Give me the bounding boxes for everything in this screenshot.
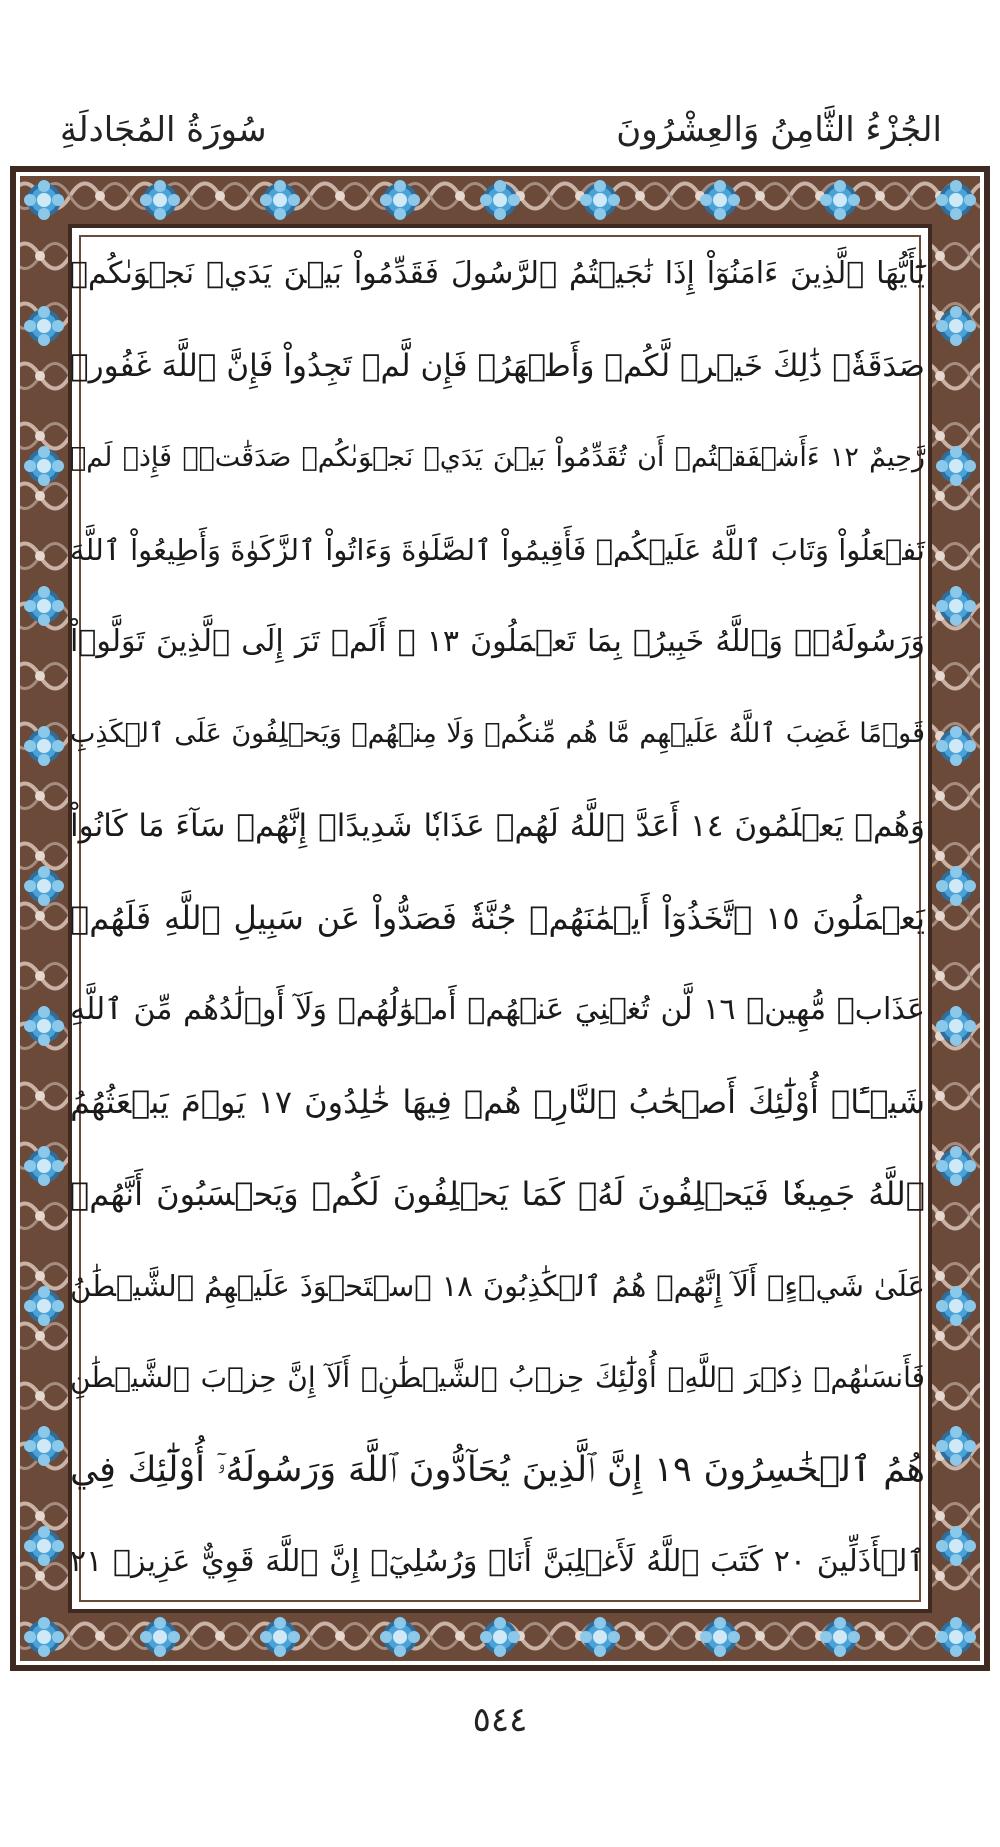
juz-title: الجُزْءُ الثَّامِنُ وَالعِشْرُونَ bbox=[616, 110, 942, 150]
quran-line-13: فَأَنسَىٰهُمۡ ذِكۡرَ ٱللَّهِۚ أُوْلَٰٓئِكَ حِزۡبُ ٱلشَّيۡطَٰنِۚ أَلَآ إِنَّ حِزۡبَ ٱلشَّيۡطَٰنِ bbox=[70, 1361, 925, 1394]
quran-line-11: ٱللَّهُ جَمِيعٗا فَيَحۡلِفُونَ لَهُۥ كَمَا يَحۡلِفُونَ لَكُمۡ وَيَحۡسَبُونَ أَنَّهُمۡ bbox=[70, 1175, 925, 1213]
frame-top-flowers bbox=[24, 180, 976, 220]
quran-line-9: عَذَابٞ مُّهِينٞ ١٦ لَّن تُغۡنِيَ عَنۡهُمۡ أَمۡوَٰلُهُمۡ وَلَآ أَوۡلَٰدُهُم مِّنَ ٱللَّهِ bbox=[70, 992, 925, 1027]
frame-bottom-flowers bbox=[24, 1617, 976, 1657]
quran-line-8: يَعۡمَلُونَ ١٥ ٱتَّخَذُوٓاْ أَيۡمَٰنَهُمۡ جُنَّةٗ فَصَدُّواْ عَن سَبِيلِ ٱللَّهِ فَلَهُمۡ bbox=[70, 899, 926, 937]
quran-line-2: صَدَقَةٗۚ ذَٰلِكَ خَيۡرٞ لَّكُمۡ وَأَطۡهَرُۚ فَإِن لَّمۡ تَجِدُواْ فَإِنَّ ٱللَّهَ غَفُورٞ bbox=[70, 348, 925, 384]
quran-line-5: وَرَسُولَهُۥۚ وَٱللَّهُ خَبِيرُۢ بِمَا تَعۡمَلُونَ ١٣ ۞ أَلَمۡ تَرَ إِلَى ٱلَّذِينَ تَوَلَّوۡاْ bbox=[70, 624, 925, 659]
quran-line-4: تَفۡعَلُواْ وَتَابَ ٱللَّهُ عَلَيۡكُمۡ فَأَقِيمُواْ ٱلصَّلَوٰةَ وَءَاتُواْ ٱلزَّكَوٰةَ وَأَطِيعُواْ ٱللَّهَ bbox=[69, 533, 925, 567]
surah-title: سُورَةُ المُجَادلَةِ bbox=[60, 110, 267, 150]
quran-line-1: يَٰٓأَيُّهَا ٱلَّذِينَ ءَامَنُوٓاْ إِذَا نَٰجَيۡتُمُ ٱلرَّسُولَ فَقَدِّمُواْ بَيۡنَ يَدَيۡ نَجۡوَىٰكُمۡ bbox=[70, 256, 925, 291]
quran-line-3: رَّحِيمٌ ١٢ ءَأَشۡفَقۡتُمۡ أَن تُقَدِّمُواْ بَيۡنَ يَدَيۡ نَجۡوَىٰكُمۡ صَدَقَٰتٖۚ فَإِذۡ لَمۡ bbox=[70, 442, 925, 473]
quran-line-14: هُمُ ٱلۡخَٰسِرُونَ ١٩ إِنَّ ٱلَّذِينَ يُحَآدُّونَ ٱللَّهَ وَرَسُولَهُۥٓ أُوْلَٰٓئِكَ فِي bbox=[70, 1450, 925, 1490]
quran-text-block bbox=[70, 228, 925, 1611]
page-number: ٥٤٤ bbox=[472, 1700, 528, 1740]
page-header bbox=[30, 100, 970, 160]
quran-line-7: وَهُمۡ يَعۡلَمُونَ ١٤ أَعَدَّ ٱللَّهُ لَهُمۡ عَذَابٗا شَدِيدًاۖ إِنَّهُمۡ سَآءَ مَا كَانُواْ bbox=[70, 808, 925, 844]
quran-line-10: شَيۡـًٔاۚ أُوْلَٰٓئِكَ أَصۡحَٰبُ ٱلنَّارِۖ هُمۡ فِيهَا خَٰلِدُونَ ١٧ يَوۡمَ يَبۡعَثُهُمُ bbox=[70, 1083, 926, 1121]
quran-line-6: قَوۡمًا غَضِبَ ٱللَّهُ عَلَيۡهِم مَّا هُم مِّنكُمۡ وَلَا مِنۡهُمۡ وَيَحۡلِفُونَ عَلَى ٱلۡكَذِبِ bbox=[70, 718, 925, 749]
quran-line-12: عَلَىٰ شَيۡءٍۚ أَلَآ إِنَّهُمۡ هُمُ ٱلۡكَٰذِبُونَ ١٨ ٱسۡتَحۡوَذَ عَلَيۡهِمُ ٱلشَّيۡطَٰنُ bbox=[70, 1269, 925, 1303]
quran-line-15: ٱلۡأَذَلِّينَ ٢٠ كَتَبَ ٱللَّهُ لَأَغۡلِبَنَّ أَنَا۠ وَرُسُلِيٓۚ إِنَّ ٱللَّهَ قَوِيٌّ عَزِيزٞ ٢١ bbox=[70, 1544, 925, 1579]
